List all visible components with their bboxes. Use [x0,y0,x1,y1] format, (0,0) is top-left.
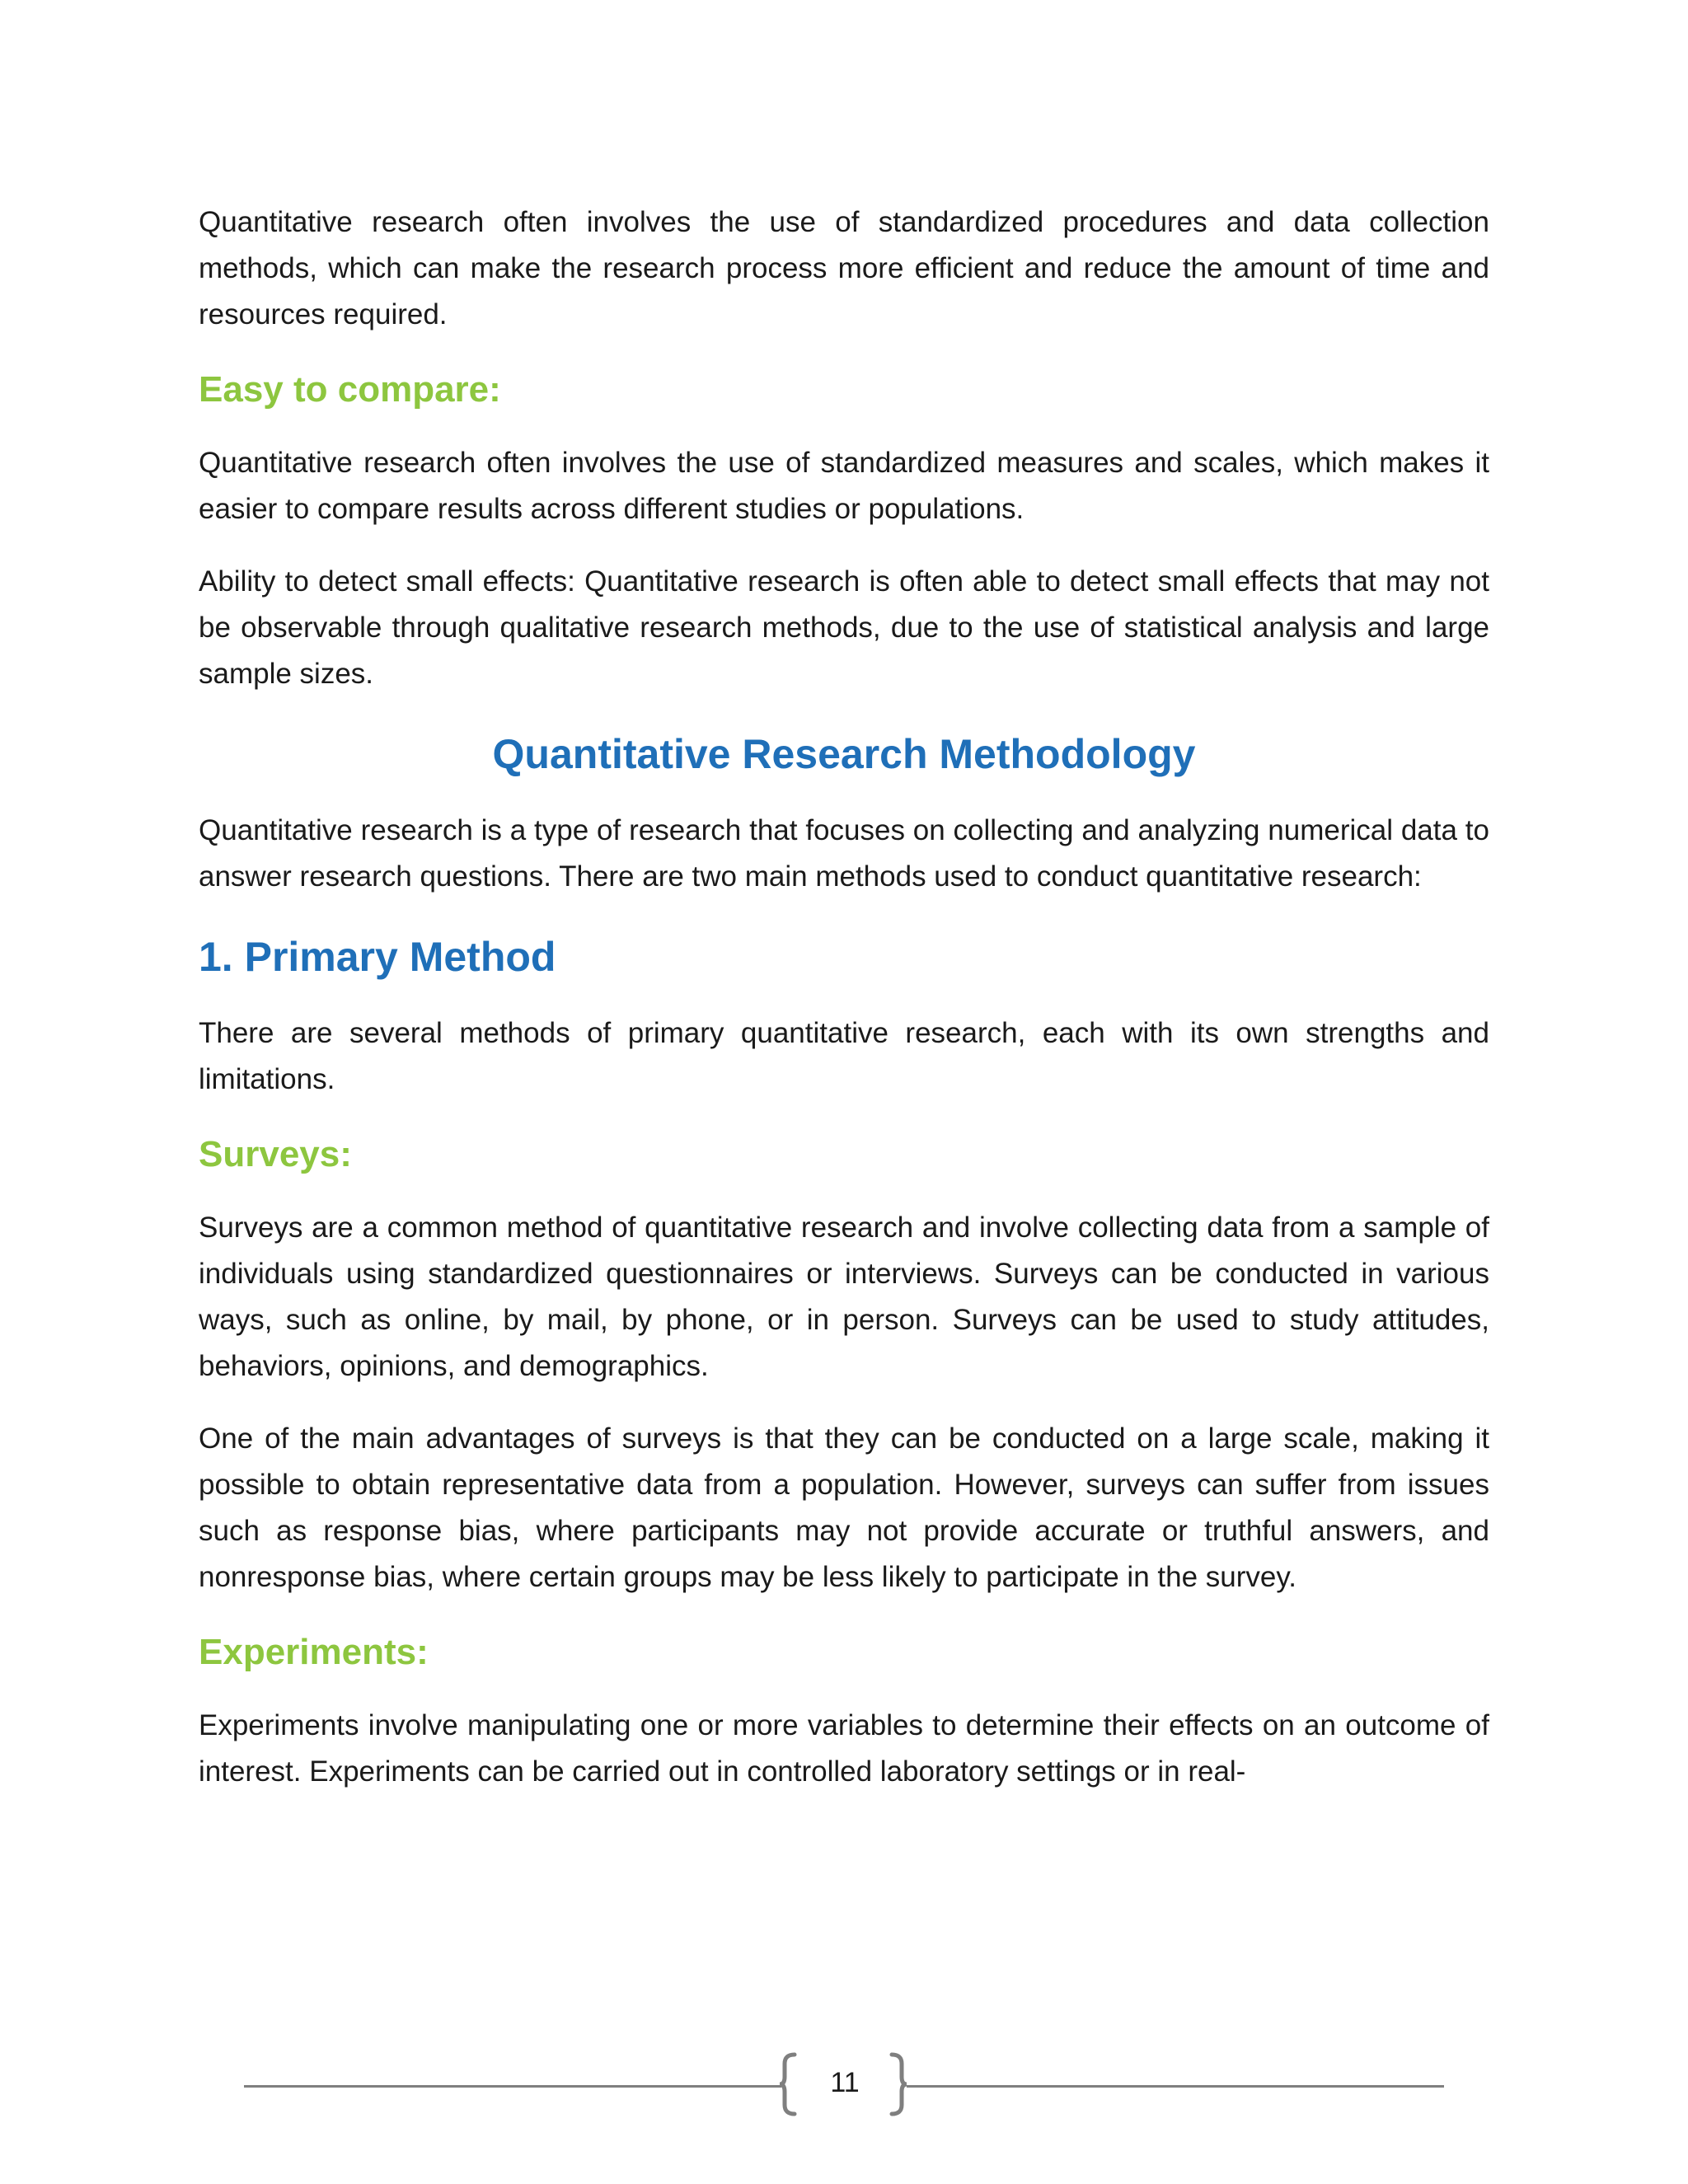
right-brace-icon [889,2052,908,2116]
paragraph-methodology-intro: Quantitative research is a type of research that focuses on collecting and analyzing numerical data to answer research questions. There are two main methods used to conduct quantitative research: [199,814,1489,893]
heading-surveys: Surveys: [199,1134,352,1174]
paragraph-efficiency: Quantitative research often involves the use of standardized procedures and data collection methods, which can make the research process more efficient and reduce the amount of time and resources required. [199,206,1489,330]
page-number: 11 [830,2067,860,2098]
heading-primary-method: 1. Primary Method [199,934,556,980]
heading-easy-to-compare: Easy to compare: [199,369,501,410]
paragraph-experiments: Experiments involve manipulating one or more variables to determine their effects on an outcome of interest. Experiments can be carried out in controlled laboratory settings or in real- [199,1709,1489,1788]
left-brace-icon [778,2052,798,2116]
page-content [199,199,1489,1821]
paragraph-surveys-advantages: One of the main advantages of surveys is that they can be conducted on a large scale, making it possible to obtain representative data from a population. However, surveys can suffer from issues such as response bias, where participants may not provide accurate or truthful answers, and nonresponse bias, where certain groups may be less likely to participate in the survey. [199,1422,1489,1593]
page-footer [0,2052,1688,2118]
footer-rule-left [244,2085,781,2088]
footer-rule-right [907,2085,1444,2088]
paragraph-small-effects: Ability to detect small effects: Quantitative research is often able to detect small effects that may not be observable through qualitative research methods, due to the use of statistical analysis and large sample sizes. [199,565,1489,690]
paragraph-surveys-definition: Surveys are a common method of quantitative research and involve collecting data from a sample of individuals using standardized questionnaires or interviews. Surveys can be conducted in various ways, such as online, by mail, by phone, or in person. Surveys can be used to study attitudes, behaviors, opinions, and demographics. [199,1212,1489,1382]
paragraph-primary-method: There are several methods of primary quantitative research, each with its own strengths and limitations. [199,1017,1489,1095]
heading-experiments: Experiments: [199,1632,429,1672]
paragraph-easy-to-compare: Quantitative research often involves the use of standardized measures and scales, which makes it easier to compare results across different studies or populations. [199,447,1489,525]
heading-quantitative-research-methodology: Quantitative Research Methodology [492,731,1196,777]
